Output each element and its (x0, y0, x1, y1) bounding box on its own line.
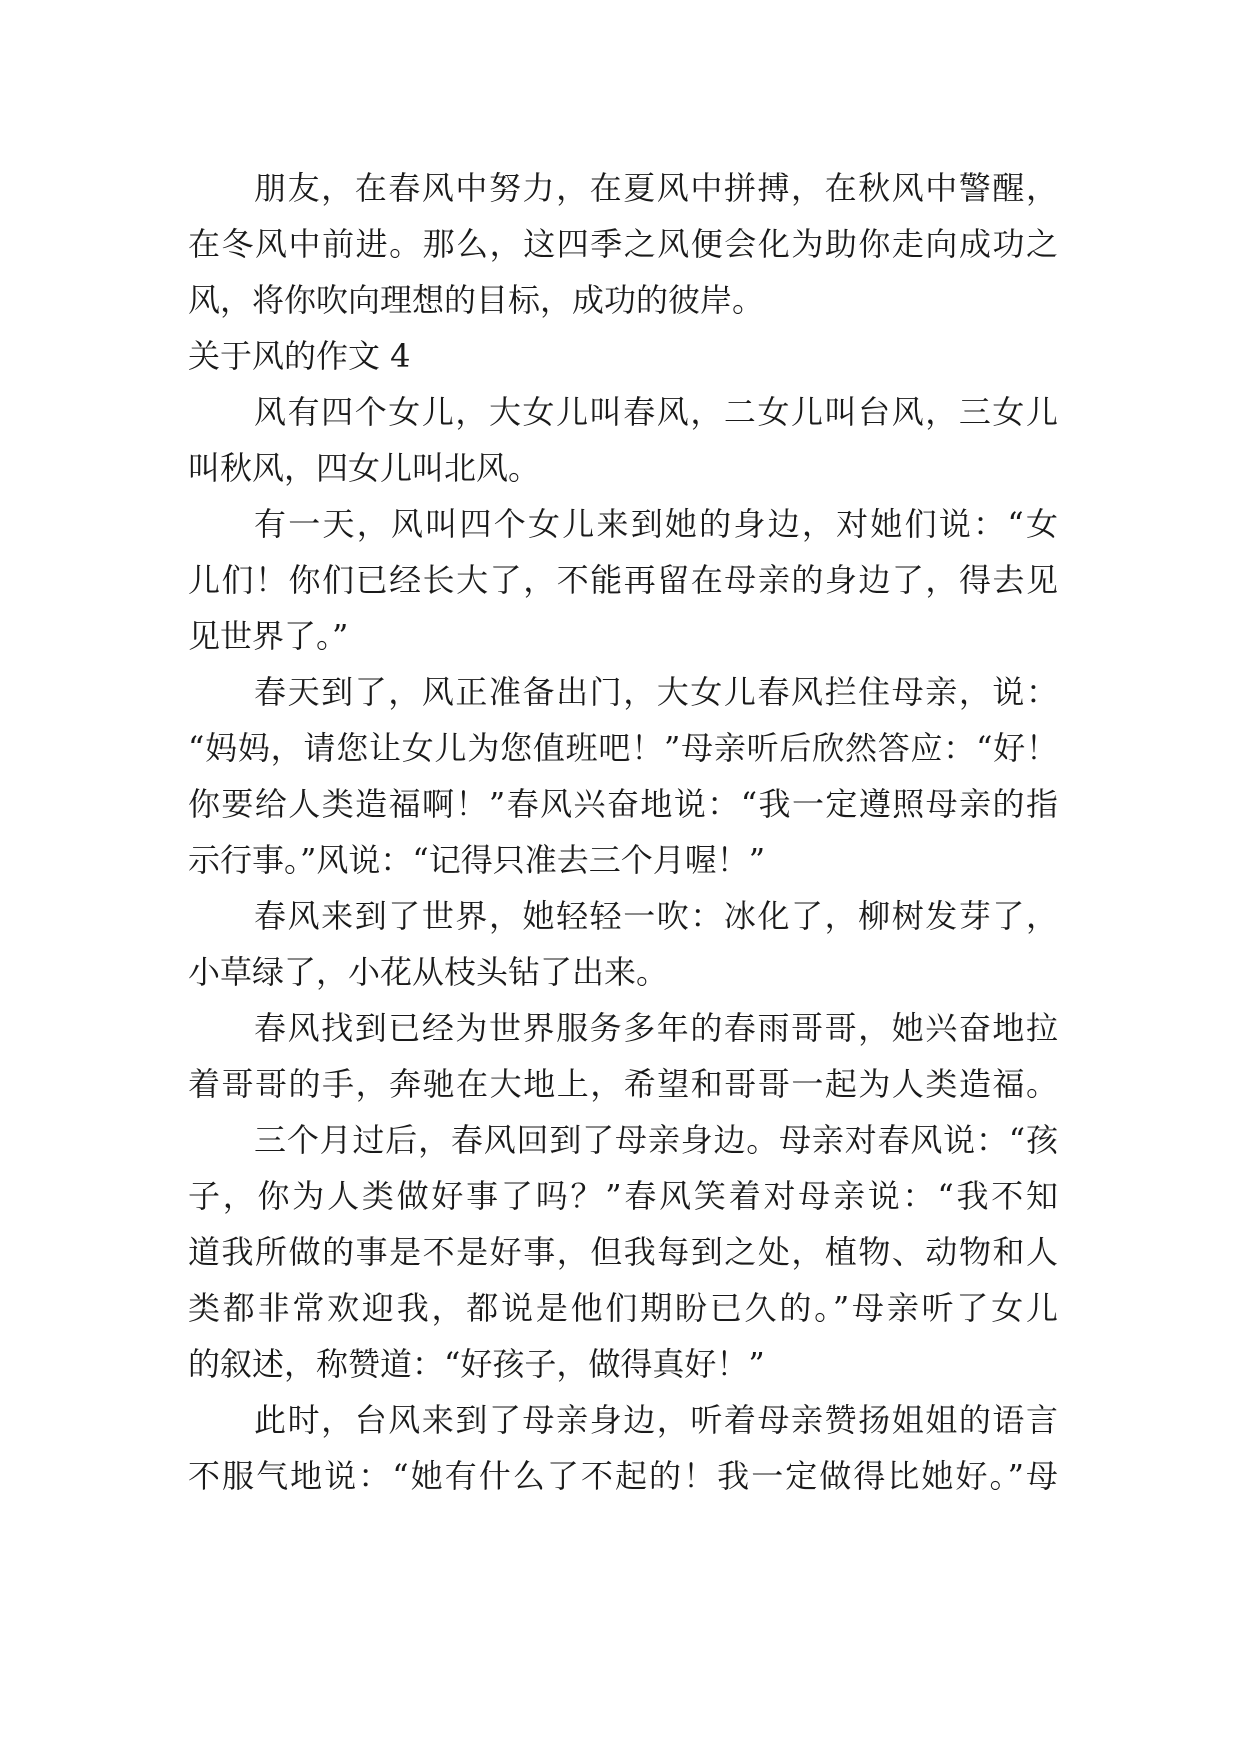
text-line: 你要给人类造福啊！”春风兴奋地说：“我一定遵照母亲的指 (188, 785, 1058, 823)
paragraph-6 (188, 1000, 1058, 1112)
paragraph-2 (188, 384, 1058, 496)
text-line: 朋友，在春风中努力，在夏风中拼搏，在秋风中警醒， (254, 169, 1058, 207)
text-line: 示行事。”风说：“记得只准去三个月喔！” (188, 841, 766, 879)
paragraph-5 (188, 888, 1058, 1000)
text-line: 在冬风中前进。那么，这四季之风便会化为助你走向成功之 (188, 225, 1058, 263)
text-line: 的叙述，称赞道：“好孩子，做得真好！” (188, 1345, 765, 1383)
text-line: 见世界了。” (188, 617, 349, 655)
text-line: 春风找到已经为世界服务多年的春雨哥哥，她兴奋地拉 (254, 1009, 1058, 1047)
paragraph-7 (188, 1112, 1058, 1392)
text-line: 风，将你吹向理想的目标，成功的彼岸。 (188, 281, 765, 319)
text-line: 春天到了，风正准备出门，大女儿春风拦住母亲，说： (254, 673, 1058, 711)
text-line: 小草绿了，小花从枝头钻了出来。 (188, 953, 669, 991)
text-line: “妈妈，请您让女儿为您值班吧！”母亲听后欣然答应：“好！ (188, 729, 1058, 767)
text-line: 三个月过后，春风回到了母亲身边。母亲对春风说：“孩 (254, 1121, 1058, 1159)
text-line: 不服气地说：“她有什么了不起的！我一定做得比她好。”母 (188, 1457, 1058, 1495)
text-line: 类都非常欢迎我，都说是他们期盼已久的。”母亲听了女儿 (188, 1289, 1058, 1327)
text-line: 儿们！你们已经长大了，不能再留在母亲的身边了，得去见 (188, 561, 1058, 599)
text-line: 春风来到了世界，她轻轻一吹：冰化了，柳树发芽了， (254, 897, 1058, 935)
text-line: 风有四个女儿，大女儿叫春风，二女儿叫台风，三女儿 (254, 393, 1058, 431)
text-line: 此时，台风来到了母亲身边，听着母亲赞扬姐姐的语言 (254, 1401, 1058, 1439)
text-line: 道我所做的事是不是好事，但我每到之处，植物、动物和人 (188, 1233, 1058, 1271)
text-line: 子，你为人类做好事了吗？”春风笑着对母亲说：“我不知 (188, 1177, 1058, 1215)
document-page (188, 160, 1058, 1504)
paragraph-3 (188, 496, 1058, 664)
paragraph-4 (188, 664, 1058, 888)
text-line: 叫秋风，四女儿叫北风。 (188, 449, 541, 487)
section-heading: 关于风的作文 4 (188, 337, 411, 375)
paragraph-1 (188, 160, 1058, 328)
paragraph-8 (188, 1392, 1058, 1504)
text-line: 着哥哥的手，奔驰在大地上，希望和哥哥一起为人类造福。 (188, 1065, 1058, 1103)
text-line: 有一天，风叫四个女儿来到她的身边，对她们说：“女 (254, 505, 1058, 543)
